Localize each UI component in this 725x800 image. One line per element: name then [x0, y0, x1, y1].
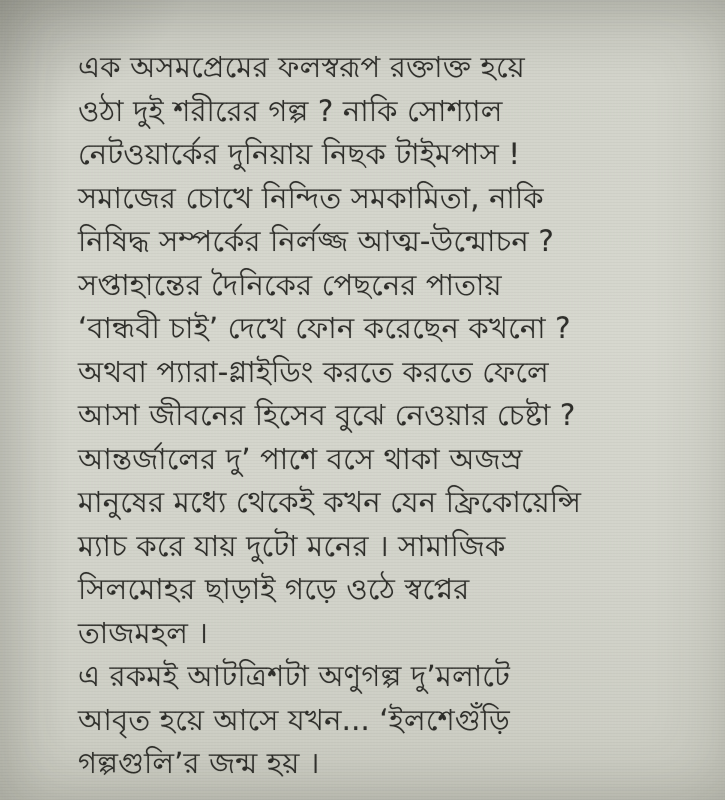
text-line: এ রকমই আটত্রিশটা অণুগল্প দু’মলাটে: [78, 659, 510, 693]
text-line: অথবা প্যারা-গ্লাইডিং করতে করতে ফেলে: [78, 354, 549, 389]
text-line: আবৃত হয়ে আসে যখন... ‘ইলশেগুঁড়ি: [78, 702, 510, 737]
text-line: সিলমোহর ছাড়াই গড়ে ওঠে স্বপ্নের: [78, 572, 470, 606]
text-line: নেটওয়ার্কের দুনিয়ায় নিছক টাইমপাস !: [78, 137, 521, 171]
text-line: তাজমহল ।: [78, 615, 209, 650]
text-line: ‘বান্ধবী চাই’ দেখে ফোন করেছেন কখনো ?: [78, 311, 571, 345]
text-line: আন্তর্জালের দু’ পাশে বসে থাকা অজস্র: [78, 441, 523, 476]
text-line: মানুষের মধ্যে থেকেই কখন যেন ফ্রিকোয়েন্সি: [78, 485, 582, 519]
text-line: নিষিদ্ধ সম্পর্কের নির্লজ্জ আত্ম-উন্মোচন ?: [78, 224, 554, 258]
text-line: ম্যাচ করে যায় দুটো মনের । সামাজিক: [78, 528, 506, 563]
text-line: সপ্তাহান্তের দৈনিকের পেছনের পাতায়: [78, 267, 502, 302]
blurb-text-block: [78, 46, 695, 786]
text-line: আসা জীবনের হিসেব বুঝে নেওয়ার চেষ্টা ?: [78, 398, 576, 432]
text-line: গল্পগুলি’র জন্ম হয় ।: [78, 746, 320, 780]
text-line: এক অসমপ্রেমের ফলস্বরূপ রক্তাক্ত হয়ে: [78, 50, 525, 84]
text-line: ওঠা দুই শরীরের গল্প ? নাকি সোশ্যাল: [78, 93, 503, 128]
text-line: সমাজের চোখে নিন্দিত সমকামিতা, নাকি: [78, 180, 544, 215]
